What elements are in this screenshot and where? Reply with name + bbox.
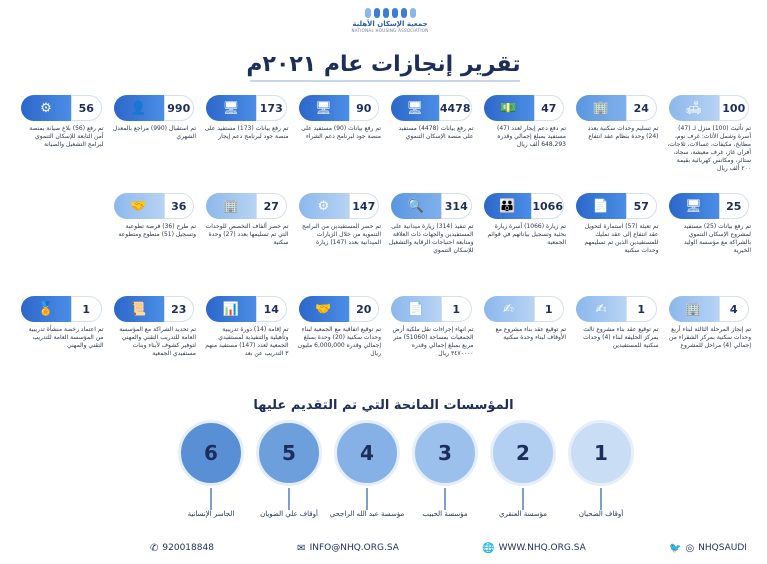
institution-item xyxy=(250,420,328,518)
achievement-value: 23 xyxy=(164,296,195,322)
achievement-card xyxy=(663,193,756,263)
achievement-card xyxy=(663,296,756,366)
achievement-pill xyxy=(576,193,657,219)
institution-connector xyxy=(210,488,212,510)
certificate-icon: 📜 xyxy=(114,296,164,322)
achievement-pill xyxy=(391,296,472,322)
page-title: تقرير إنجازات عام ٢٠٢١م xyxy=(246,52,521,77)
achievement-description: تم توقيع عقد بناء مشروع مع الأوقاف لبناء وحدة سكنية xyxy=(495,326,566,341)
achievement-card xyxy=(570,193,663,263)
achievement-card xyxy=(200,296,293,366)
achievement-value: 314 xyxy=(441,193,472,219)
achievement-card xyxy=(385,296,478,366)
achievement-value: 147 xyxy=(349,193,380,219)
institution-number: 6 xyxy=(178,420,244,486)
achievement-description: تم رفع بيانات (90) مستفيد على منصة جود لبرنامج دعم الشراء xyxy=(301,125,381,140)
achievement-card xyxy=(663,95,756,172)
association-logo xyxy=(340,8,440,48)
achievement-pill xyxy=(576,296,657,322)
achievement-pill xyxy=(669,296,750,322)
achievement-card xyxy=(293,193,386,263)
logo-arabic-name: جمعية الإسكان الأهلية xyxy=(352,20,428,28)
institution-connector xyxy=(522,488,524,510)
footer-website[interactable] xyxy=(482,543,586,554)
achievement-card xyxy=(15,95,108,165)
achievement-value: 25 xyxy=(719,193,750,219)
achievement-pill xyxy=(576,95,657,121)
achievement-card xyxy=(570,296,663,366)
upload-monitor-icon: 🖥 xyxy=(669,193,719,219)
achievement-description: تم تحديد الشراكة مع المؤسسة العامة للتدريب التقني والمهني لتوفير كشوف لأبناء وبنات مستفيدي الجمعية xyxy=(119,326,196,357)
footer-email[interactable] xyxy=(297,543,399,554)
achievement-value: 24 xyxy=(626,95,657,121)
footer-contact-bar xyxy=(150,540,747,556)
achievement-description: تم رفع بيانات (25) مستفيد لمشروع الإسكان التنموي بالشراكة مع مؤسسة الوليد الخيرية xyxy=(683,223,751,254)
institution-label: مؤسسة العنقري xyxy=(499,510,547,518)
mail-icon: ✉ xyxy=(297,542,306,554)
footer-social[interactable] xyxy=(669,543,747,554)
achievement-card xyxy=(15,296,108,366)
instagram-icon: ◎ xyxy=(685,542,695,554)
contract-icon: ✍ xyxy=(484,296,534,322)
institution-number: 5 xyxy=(256,420,322,486)
achievement-description: تم تسليم وحدات سكنية بعدد (24) وحدة بنظام عقد انتفاع xyxy=(587,125,659,140)
institution-item xyxy=(406,420,484,518)
achievement-pill xyxy=(391,95,472,121)
achievement-value: 57 xyxy=(626,193,657,219)
achievement-value: 1 xyxy=(534,296,565,322)
globe-icon: 🌐 xyxy=(482,542,495,554)
achievement-description: تم تنفيذ (314) زيارة ميدانية على المستفيدين والجهات ذات العلاقة ومتابعة احتياجات الرقابة والتشغيل للإسكان التنموي xyxy=(389,223,474,254)
achievement-description: تم استقبال (990) مراجع بالمعدل الشهري xyxy=(112,125,196,140)
institution-label: أوقاف علي الضويان xyxy=(260,510,318,518)
achievement-pill xyxy=(484,193,565,219)
achievement-description: تم توقيع عقد بناء مشروع ثالث بمركز الحليفة لبناء (4) وحدات سكنية للمستفيدين xyxy=(583,326,659,349)
achievement-description: تم رفع (56) بلاغ صيانة بمنصة أمن التابعة للإسكان التنموي لبرامج التشغيل والصيانة xyxy=(29,125,104,148)
achievement-pill xyxy=(21,95,102,121)
footer-social-handle: NHQSAUDI xyxy=(698,543,747,553)
achievement-pill xyxy=(114,296,195,322)
achievement-value: 1 xyxy=(626,296,657,322)
achievement-pill xyxy=(484,296,565,322)
achievement-pill xyxy=(299,95,380,121)
institution-item xyxy=(484,420,562,518)
achievement-card xyxy=(478,95,571,165)
achievement-card xyxy=(108,95,201,165)
phone-icon: ✆ xyxy=(150,542,159,554)
achievement-pill xyxy=(484,95,565,121)
monitor-icon: 🖥 xyxy=(206,95,256,121)
achievement-value: 1 xyxy=(441,296,472,322)
achievements-row-1 xyxy=(12,95,755,172)
furniture-icon: 🛋 xyxy=(669,95,719,121)
volunteer-icon: 🤝 xyxy=(114,193,164,219)
achievement-description: تم رفع بيانات (173) مستفيد على منصة جود لبرنامج دعم إيجار xyxy=(204,125,289,140)
money-hand-icon: 💵 xyxy=(484,95,534,121)
achievement-card xyxy=(478,296,571,366)
achievement-description: تم تأثيث (100) منزل لـ (47) أسرة وشمل الأثاث: غرف نوم، مطابخ، مكيفات، غسالات، ثلاجات، أفران غاز، غرف معيشة، سجاد، ستائر، ومكانس كهربائية بقيمة ٢٠٠ ألف ريال xyxy=(667,125,751,172)
achievement-card xyxy=(570,95,663,165)
achievement-pill xyxy=(206,193,287,219)
achievements-row-3 xyxy=(12,296,755,366)
achievement-value: 90 xyxy=(349,95,380,121)
footer-phone-number: 920018848 xyxy=(162,543,214,553)
search-icon: 🔍 xyxy=(391,193,441,219)
achievement-description: تم دفع دعم إيجار لعدد (47) مستفيد بمبلغ إجمالي وقدره 648,293 ألف ريال xyxy=(497,125,566,148)
institution-label: مؤسسة الحبيب xyxy=(422,510,468,518)
contract-icon: ✍ xyxy=(576,296,626,322)
institution-number: 3 xyxy=(412,420,478,486)
institution-connector xyxy=(600,488,602,510)
institution-connector xyxy=(366,488,368,510)
achievements-row-2 xyxy=(12,193,755,263)
footer-email-address: INFO@NHQ.ORG.SA xyxy=(309,543,399,553)
achievement-card xyxy=(385,193,478,263)
achievement-description: تم إنجاز المرحلة الثالثة لبناء أربع وحدات سكنية بمركز الشقراء من إجمالي (4) مراحل للمشروع xyxy=(669,326,751,349)
achievement-value: 20 xyxy=(349,296,380,322)
building-icon: 🏢 xyxy=(576,95,626,121)
logo-mark-icon xyxy=(340,8,440,18)
upload-monitor-icon: 🖥 xyxy=(391,95,439,121)
achievement-description: تم توقيع اتفاقية مع الجمعية لبناء وحدات سكنية (20) وحدة بمبلغ إجمالي وقدره 6,000,000 مليون ريال xyxy=(297,326,381,357)
institution-item xyxy=(328,420,406,518)
achievement-value: 100 xyxy=(719,95,750,121)
achievement-pill xyxy=(206,296,287,322)
achievement-value: 14 xyxy=(256,296,287,322)
achievement-pill xyxy=(21,296,102,322)
family-icon: 👪 xyxy=(484,193,532,219)
achievement-description: تم إقامة (14) دورة تدريبية وتأهيلية والتنفيذية لمستفيدي الجمعية لعدد (147) مستفيد منهم ٣ التدريب عن بعد xyxy=(205,326,289,357)
achievement-value: 27 xyxy=(256,193,287,219)
institution-number: 2 xyxy=(490,420,556,486)
achievement-description: تم زيارة (1066) أسرة زيارة بحثية وتسجيل بياناتهم في قوائم الجمعية xyxy=(487,223,566,246)
achievement-pill xyxy=(114,95,195,121)
handshake-icon: 🤝 xyxy=(299,296,349,322)
user-reception-icon: 👤 xyxy=(114,95,164,121)
achievement-pill xyxy=(114,193,195,219)
institution-connector xyxy=(444,488,446,510)
institution-connector xyxy=(288,488,290,510)
achievement-description: تم رفع بيانات (4478) مستفيد على منصة الإسكان التنموي xyxy=(398,125,474,140)
achievement-pill xyxy=(299,193,380,219)
institutions-title: المؤسسات المانحة التي تم التقديم عليها xyxy=(253,398,514,413)
training-icon: 📊 xyxy=(206,296,256,322)
achievement-value: 4478 xyxy=(439,95,472,121)
document-icon: 📄 xyxy=(391,296,441,322)
gear-icon: ⚙ xyxy=(21,95,71,121)
achievement-value: 990 xyxy=(164,95,195,121)
achievement-description: تم تعبئة (57) استمارة لتحويل عقد انتفاع إلى عقد تمليك للمستفيدين الذين تم تسليمهم وحدات سكنية xyxy=(584,223,659,254)
document-icon: 📄 xyxy=(576,193,626,219)
institution-number: 1 xyxy=(568,420,634,486)
achievement-value: 1 xyxy=(71,296,102,322)
institution-label: الجاسر الإنسانية xyxy=(187,510,235,518)
institution-item xyxy=(562,420,640,518)
building-icon: 🏢 xyxy=(206,193,256,219)
achievement-card xyxy=(293,95,386,165)
achievement-value: 36 xyxy=(164,193,195,219)
achievement-pill xyxy=(299,296,380,322)
achievement-pill xyxy=(669,193,750,219)
achievement-description: تم حصر ألفاف التخصص للوحدات التي تم تسليمها بعدد (27) وحدة سكنية xyxy=(205,223,289,246)
achievement-card xyxy=(108,296,201,366)
achievement-value: 1066 xyxy=(531,193,564,219)
achievement-value: 47 xyxy=(534,95,565,121)
achievement-card xyxy=(478,193,571,263)
license-icon: 🏅 xyxy=(21,296,71,322)
institution-label: مؤسسة عبد الله الراجحي xyxy=(329,510,405,518)
logo-english-name: NATIONAL HOUSING ASSOCIATION xyxy=(351,28,429,33)
achievement-card xyxy=(200,95,293,165)
achievement-description: تم اعتماد رخصة منشأة تدريبية من المؤسسة العامة للتدريب التقني والمهني xyxy=(28,326,104,349)
building-icon: 🏢 xyxy=(669,296,719,322)
institutions-list xyxy=(170,420,640,530)
achievement-pill xyxy=(206,95,287,121)
network-icon: ⚙ xyxy=(299,193,349,219)
institution-label: أوقاف الضحيان xyxy=(578,510,624,518)
achievement-value: 173 xyxy=(256,95,287,121)
achievement-card xyxy=(293,296,386,366)
institution-item xyxy=(172,420,250,518)
twitter-icon: 🐦 xyxy=(668,542,682,554)
footer-website-url: WWW.NHQ.ORG.SA xyxy=(498,543,586,553)
achievement-value: 4 xyxy=(719,296,750,322)
institution-number: 4 xyxy=(334,420,400,486)
achievement-description: تم انهاء إجراءات نقل ملكية أرض الجمعيات بمساحة (51060) متر مربع بمبلغ إجمالي وقدره ٣٤٧٠٠٠٠ ريال xyxy=(392,326,474,357)
footer-phone[interactable] xyxy=(150,543,214,554)
monitor-icon: 🖥 xyxy=(299,95,349,121)
achievement-value: 56 xyxy=(71,95,102,121)
achievement-card xyxy=(385,95,478,165)
achievement-card xyxy=(200,193,293,263)
achievement-card xyxy=(108,193,201,263)
achievement-description: تم طرح (36) فرصة تطوعية وتسجيل (51) متطوع ومتطوعة xyxy=(118,223,196,238)
achievement-pill xyxy=(391,193,472,219)
achievement-description: تم حصر المستفيدين من البرامج التنموية من خلال الزيارات الميدانية بعدد (147) زيارة xyxy=(301,223,381,246)
title-divider xyxy=(250,80,520,82)
achievement-pill xyxy=(669,95,750,121)
